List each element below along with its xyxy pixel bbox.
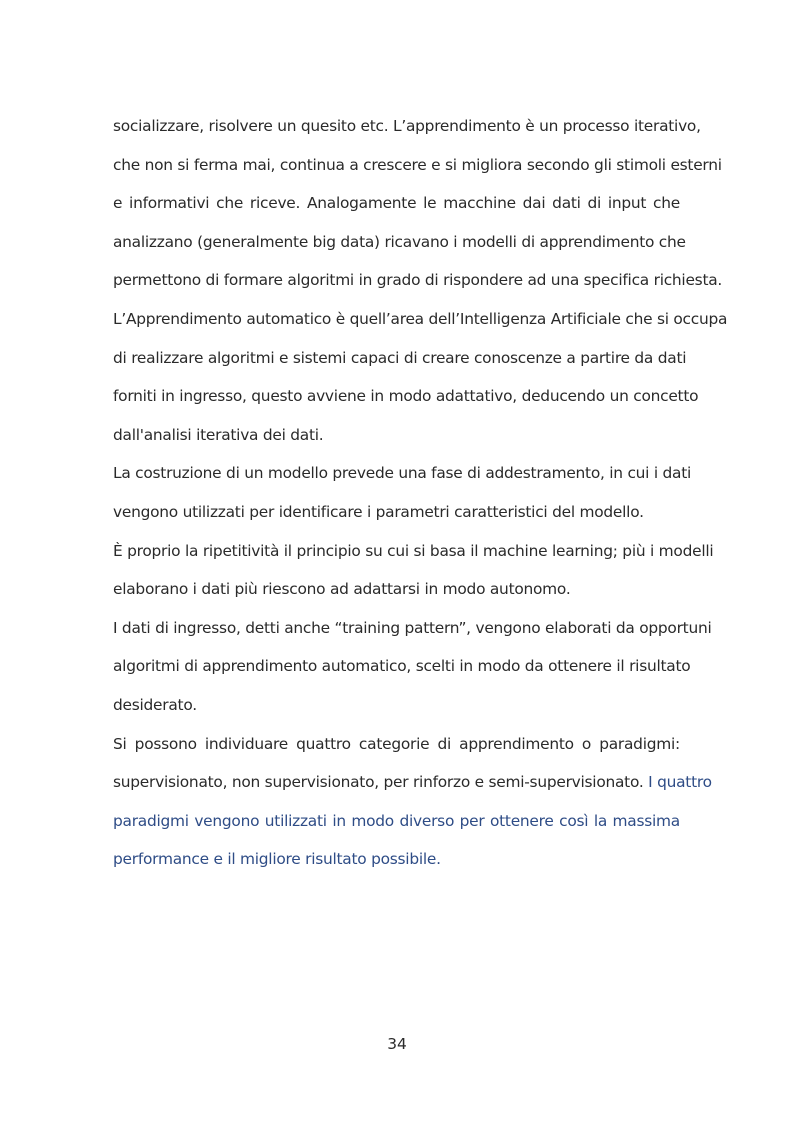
text-line-content: L’Apprendimento automatico è quell’area dell’Intelligenza Artificiale che si occupa: [113, 309, 728, 328]
text-line: [113, 150, 722, 189]
text-line-content: desiderato.: [113, 695, 197, 714]
text-line-content: che non si ferma mai, continua a crescere e si migliora secondo gli stimoli esterni: [113, 155, 722, 174]
text-line-content: performance e il migliore risultato possibile.: [113, 850, 441, 869]
text-line: [113, 651, 691, 690]
text-line: [113, 497, 680, 536]
text-line-content: elaborano i dati più riescono ad adattarsi in modo autonomo.: [113, 580, 571, 599]
text-line-content: supervisionato, non supervisionato, per rinforzo e semi-supervisionato.: [113, 773, 644, 792]
text-line-content: Si possono individuare quattro categorie di apprendimento o paradigmi:: [113, 734, 680, 753]
text-line-content: paradigmi vengono utilizzati in modo diverso per ottenere così la massima: [113, 811, 680, 830]
text-line-content: di realizzare algoritmi e sistemi capaci di creare conoscenze a partire da dati: [113, 348, 687, 367]
text-line-content: forniti in ingresso, questo avviene in modo adattativo, deducendo un concetto: [113, 387, 699, 406]
text-line-content: È proprio la ripetitività il principio su cui si basa il machine learning; più i modelli: [113, 541, 714, 560]
text-line-content: algoritmi di apprendimento automatico, scelti in modo da ottenere il risultato: [113, 657, 691, 676]
text-line: [113, 536, 714, 575]
text-line-content: vengono utilizzati per identificare i parametri caratteristici del modello.: [113, 502, 644, 521]
text-line: [113, 343, 687, 382]
text-line-content: La costruzione di un modello prevede una fase di addestramento, in cui i dati: [113, 464, 692, 483]
text-line-content: I dati di ingresso, detti anche “training pattern”, vengono elaborati da opportuni: [113, 618, 712, 637]
text-line: [113, 188, 680, 227]
text-line: [113, 458, 692, 497]
text-line-highlighted: [113, 844, 680, 883]
text-line-content: e informativi che riceve. Analogamente le macchine dai dati di input che: [113, 194, 680, 213]
text-line: [113, 420, 680, 459]
text-line: [113, 227, 686, 266]
text-line: [113, 381, 699, 420]
text-line-content: permettono di formare algoritmi in grado di rispondere ad una specifica richiesta.: [113, 271, 723, 290]
text-line-content: dall'analisi iterativa dei dati.: [113, 425, 324, 444]
text-line: [113, 111, 701, 150]
text-line: [113, 690, 680, 729]
highlighted-text: I quattro: [648, 773, 712, 792]
text-line: [113, 265, 723, 304]
text-line-content: socializzare, risolvere un quesito etc. L’apprendimento è un processo iterativo,: [113, 117, 701, 135]
text-line-content: analizzano (generalmente big data) ricavano i modelli di apprendimento che: [113, 232, 686, 251]
body-text: [113, 111, 728, 883]
text-line: [113, 767, 712, 806]
text-line: [113, 304, 728, 343]
text-line: [113, 574, 680, 613]
page-number: 34: [387, 1035, 407, 1053]
text-line-highlighted: [113, 806, 680, 845]
text-line: [113, 613, 712, 652]
text-line: [113, 729, 680, 768]
